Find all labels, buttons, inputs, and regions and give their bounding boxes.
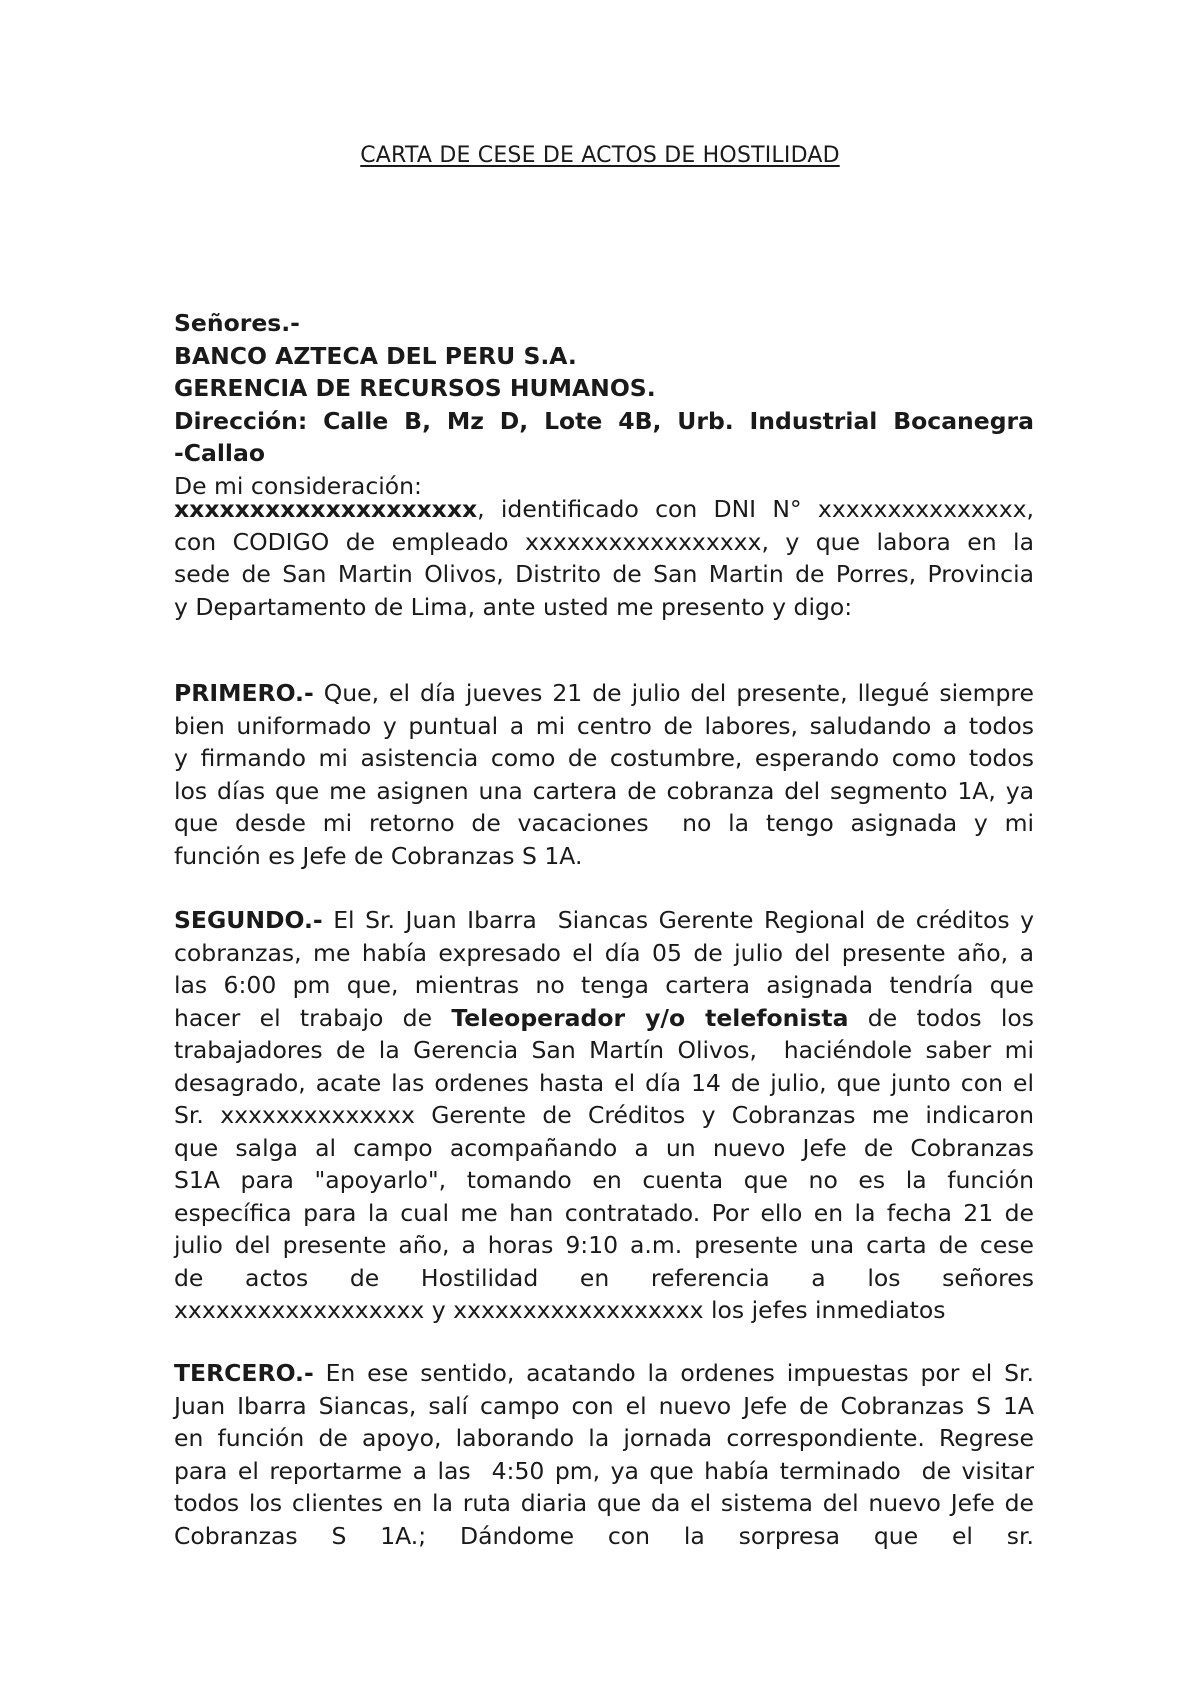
- intro-line-1: [174, 493, 1034, 526]
- segundo-line-13: xxxxxxxxxxxxxxxxxx y xxxxxxxxxxxxxxxxxx los jefes inmediatos: [174, 1296, 946, 1324]
- primero-label: PRIMERO.-: [174, 679, 314, 707]
- primero-line-1-text: Que, el día jueves 21 de julio del presente, llegué siempre: [313, 679, 1034, 707]
- primero-line-3: y firmando mi asistencia como de costumbre, esperando como todos: [174, 744, 1034, 772]
- segundo-line-4a: hacer el trabajo de: [174, 1003, 452, 1032]
- tercero-line-6: Cobranzas S 1A.; Dándome con la sorpresa que el sr.: [174, 1521, 1034, 1550]
- tercero-line-2: Juan Ibarra Siancas, salí campo con el nuevo Jefe de Cobranzas S 1A: [174, 1391, 1034, 1420]
- segundo-line-11: julio del presente año, a horas 9:10 a.m. presente una carta de cese: [174, 1231, 1034, 1259]
- segundo-line-7: Sr. xxxxxxxxxxxxxx Gerente de Créditos y Cobranzas me indicaron: [174, 1101, 1034, 1129]
- primero-paragraph: [174, 677, 1034, 872]
- segundo-line-2: cobranzas, me había expresado el día 05 de julio del presente año, a: [174, 938, 1034, 967]
- segundo-line-12: de actos de Hostilidad en referencia a los señores: [174, 1263, 1034, 1292]
- tercero-line-5: todos los clientes en la ruta diaria que da el sistema del nuevo Jefe de: [174, 1489, 1034, 1517]
- document-title: CARTA DE CESE DE ACTOS DE HOSTILIDAD: [360, 143, 840, 168]
- recipient-address-line1: Dirección: Calle B, Mz D, Lote 4B, Urb. Industrial Bocanegra: [174, 406, 1034, 435]
- tercero-line-1-text: En ese sentido, acatando la ordenes impuestas por el Sr.: [313, 1359, 1034, 1387]
- segundo-line-8: que salga al campo acompañando a un nuevo Jefe de Cobranzas: [174, 1133, 1034, 1162]
- recipient-department: GERENCIA DE RECURSOS HUMANOS.: [174, 374, 656, 402]
- tercero-paragraph: [174, 1357, 1034, 1552]
- primero-line-4: los días que me asignen una cartera de cobranza del segmento 1A, ya: [174, 776, 1034, 805]
- segundo-line-4b: de todos los: [848, 1003, 1035, 1032]
- greeting: De mi consideración:: [174, 471, 422, 500]
- employee-name: xxxxxxxxxxxxxxxxxxxx: [174, 495, 478, 523]
- recipient-block: [174, 307, 1034, 502]
- intro-line-3: sede de San Martin Olivos, Distrito de San Martin de Porres, Provincia: [174, 560, 1034, 588]
- tercero-line-4: para el reportarme a las 4:50 pm, ya que había terminado de visitar: [174, 1456, 1034, 1485]
- segundo-paragraph: [174, 904, 1034, 1327]
- primero-line-6: función es Jefe de Cobranzas S 1A.: [174, 841, 583, 870]
- recipient-company: BANCO AZTECA DEL PERU S.A.: [174, 341, 577, 370]
- intro-line-2: con CODIGO de empleado xxxxxxxxxxxxxxxxx, y que labora en la: [174, 527, 1034, 556]
- segundo-line-1: [174, 904, 1034, 937]
- tercero-line-1: [174, 1357, 1034, 1390]
- segundo-label: SEGUNDO.-: [174, 906, 323, 934]
- segundo-line-5: trabajadores de la Gerencia San Martín Olivos, haciéndole saber mi: [174, 1036, 1034, 1064]
- segundo-bold-phrase: Teleoperador y/o telefonista: [451, 1003, 849, 1032]
- segundo-line-3: las 6:00 pm que, mientras no tenga cartera asignada tendría que: [174, 971, 1034, 999]
- intro-line-1-text: , identificado con DNI N° xxxxxxxxxxxxxxx,: [477, 495, 1034, 523]
- segundo-line-9: S1A para "apoyarlo", tomando en cuenta que no es la función: [174, 1166, 1034, 1194]
- primero-line-1: [174, 677, 1034, 710]
- primero-line-5: que desde mi retorno de vacaciones no la tengo asignada y mi: [174, 809, 1034, 837]
- segundo-line-1-text: El Sr. Juan Ibarra Siancas Gerente Regional de créditos y: [322, 906, 1034, 934]
- salutation: Señores.-: [174, 309, 300, 337]
- intro-line-4: y Departamento de Lima, ante usted me presento y digo:: [174, 592, 853, 621]
- primero-line-2: bien uniformado y puntual a mi centro de labores, saludando a todos: [174, 711, 1034, 740]
- recipient-address-line2: -Callao: [174, 439, 265, 467]
- intro-paragraph: [174, 493, 1034, 623]
- segundo-line-10: específica para la cual me han contratado. Por ello en la fecha 21 de: [174, 1198, 1034, 1227]
- tercero-label: TERCERO.-: [174, 1359, 314, 1387]
- segundo-line-6: desagrado, acate las ordenes hasta el día 14 de julio, que junto con el: [174, 1068, 1034, 1097]
- tercero-line-3: en función de apoyo, laborando la jornada correspondiente. Regrese: [174, 1424, 1034, 1452]
- segundo-line-4: [174, 1002, 1034, 1035]
